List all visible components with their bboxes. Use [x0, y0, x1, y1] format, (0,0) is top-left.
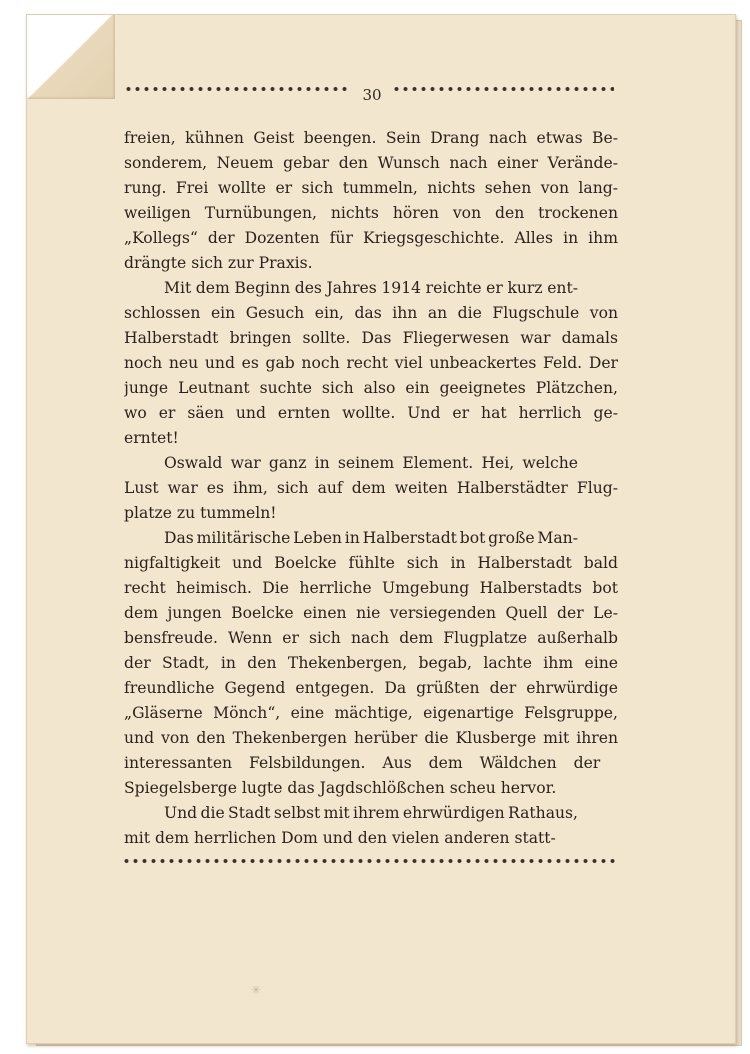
- paper-stain: ✳: [251, 983, 262, 997]
- text-line: und von den Thekenbergen herüber die Klusberge mit ihren: [124, 729, 618, 747]
- text-line: dem jungen Boelcke einen nie versiegenden Quell der Le-: [124, 604, 618, 622]
- text-line: Halberstadt bringen sollte. Das Fliegerwesen war damals: [124, 329, 618, 347]
- text-line: recht heimisch. Die herrliche Umgebung Halberstadts bot: [124, 579, 618, 597]
- paragraph: [124, 801, 618, 851]
- text-line: noch neu und es gab noch recht viel unbeackertes Feld. Der: [124, 354, 618, 372]
- paragraph: [124, 451, 618, 526]
- top-ornament-rule-right: [392, 84, 614, 94]
- text-line: Und die Stadt selbst mit ihrem ehrwürdigen Rathaus,: [164, 804, 578, 822]
- paragraph: [124, 526, 618, 801]
- text-line: Oswald war ganz in seinem Element. Hei, welche: [164, 454, 578, 472]
- text-line: freundliche Gegend entgegen. Da grüßten der ehrwürdige: [124, 679, 618, 697]
- text-line: Spiegelsberge lugte das Jagdschlößchen scheu hervor.: [124, 779, 557, 797]
- text-line: schlossen ein Gesuch ein, das ihn an die Flugschule von: [124, 304, 618, 322]
- text-line: weiligen Turnübungen, nichts hören von den trockenen: [124, 204, 618, 222]
- text-line: Lust war es ihm, sich auf dem weiten Halberstädter Flug-: [124, 479, 618, 497]
- text-line: „Gläserne Mönch“, eine mächtige, eigenartige Felsgruppe,: [124, 704, 618, 722]
- text-line: freien, kühnen Geist beengen. Sein Drang nach etwas Be-: [124, 129, 618, 147]
- bottom-ornament-rule: [122, 856, 618, 866]
- text-line: mit dem herrlichen Dom und den vielen anderen statt-: [124, 829, 556, 847]
- paragraph: [124, 276, 618, 451]
- body-text: [124, 126, 618, 851]
- dog-ear-fold: [27, 15, 115, 99]
- text-line: der Stadt, in den Thekenbergen, begab, lachte ihm eine: [124, 654, 618, 672]
- text-line: Mit dem Beginn des Jahres 1914 reichte er kurz ent-: [164, 279, 578, 297]
- text-line: nigfaltigkeit und Boelcke fühlte sich in Halberstadt bald: [124, 554, 618, 572]
- text-line: erntet!: [124, 429, 179, 447]
- text-line: wo er säen und ernten wollte. Und er hat herrlich ge-: [124, 404, 618, 422]
- text-line: platze zu tummeln!: [124, 504, 277, 522]
- text-line: sonderem, Neuem gebar den Wunsch nach einer Verände-: [124, 154, 618, 172]
- text-line: Das militärische Leben in Halberstadt bot große Man-: [164, 529, 578, 547]
- text-line: „Kollegs“ der Dozenten für Kriegsgeschichte. Alles in ihm: [124, 229, 618, 247]
- text-line: bensfreude. Wenn er sich nach dem Flugplatze außerhalb: [124, 629, 618, 647]
- paragraph: [124, 126, 618, 276]
- text-line: interessanten Felsbildungen. Aus dem Wäldchen der: [124, 754, 601, 772]
- text-line: junge Leutnant suchte sich also ein geeignetes Plätzchen,: [124, 379, 618, 397]
- text-line: rung. Frei wollte er sich tummeln, nichts sehen von lang-: [124, 179, 618, 197]
- page-number: 30: [362, 86, 382, 104]
- top-ornament-rule-left: [124, 84, 349, 94]
- text-line: drängte sich zur Praxis.: [124, 254, 313, 272]
